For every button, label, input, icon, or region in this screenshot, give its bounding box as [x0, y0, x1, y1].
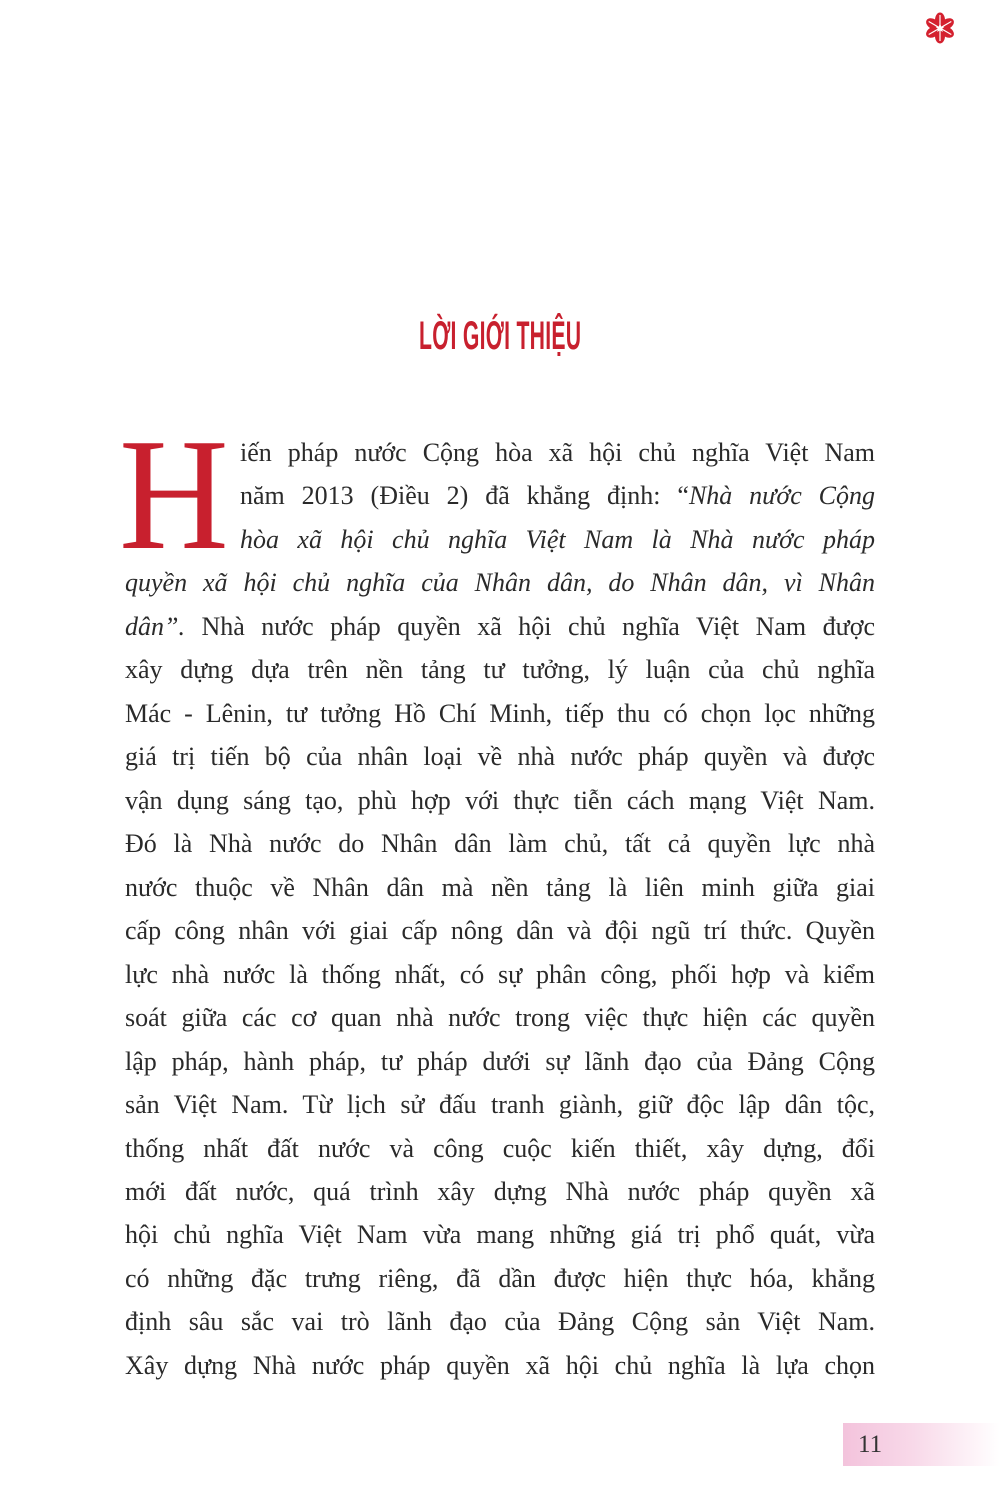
text-segment: sản Việt Nam. Từ lịch sử đấu tranh giành, giữ độc lập dân tộc,: [125, 1090, 875, 1120]
text-segment: mới đất nước, quá trình xây dựng Nhà nước pháp quyền xã: [125, 1176, 875, 1206]
text-line: [125, 1213, 875, 1256]
quote-segment: hòa xã hội chủ nghĩa Việt Nam là Nhà nước pháp: [240, 524, 875, 554]
text-line: [125, 1257, 875, 1300]
text-segment: Đó là Nhà nước do Nhân dân làm chủ, tất cả quyền lực nhà: [125, 829, 875, 859]
text-segment: Nhà nước pháp quyền xã hội chủ nghĩa Việt Nam được: [184, 611, 875, 641]
lotus-emblem-icon: [924, 12, 956, 44]
text-segment: lập pháp, hành pháp, tư pháp dưới sự lãnh đạo của Đảng Cộng: [125, 1046, 875, 1076]
text-line: [240, 518, 875, 561]
text-segment: cấp công nhân với giai cấp nông dân và đội ngũ trí thức. Quyền: [125, 916, 875, 946]
text-segment: thống nhất đất nước và công cuộc kiến thiết, xây dựng, đổi: [125, 1133, 875, 1163]
text-line: [125, 561, 875, 604]
quote-segment: Nhà nước Cộng: [688, 481, 875, 511]
text-line: [125, 953, 875, 996]
text-segment: hội chủ nghĩa Việt Nam vừa mang những giá trị phổ quát, vừa: [125, 1220, 875, 1250]
text-segment: nước thuộc về Nhân dân mà nền tảng là liên minh giữa giai: [125, 872, 875, 902]
title-container: [0, 314, 1000, 362]
text-line: [125, 1170, 875, 1213]
text-segment: iến pháp nước Cộng hòa xã hội chủ nghĩa Việt Nam: [240, 438, 875, 467]
text-line: [125, 779, 875, 822]
text-segment: giá trị tiến bộ của nhân loại về nhà nước pháp quyền và được: [125, 742, 875, 772]
quote-segment: quyền xã hội chủ nghĩa của Nhân dân, do Nhân dân, vì Nhân: [125, 568, 875, 598]
text-line: [125, 1083, 875, 1126]
text-line: [125, 1040, 875, 1083]
text-segment: Mác - Lênin, tư tưởng Hồ Chí Minh, tiếp thu có chọn lọc những: [125, 698, 875, 728]
text-segment: năm 2013 (Điều 2) đã khẳng định: “: [240, 481, 689, 511]
page-number: 11: [858, 1431, 883, 1458]
text-line: [125, 648, 875, 691]
text-line: [125, 692, 875, 735]
text-segment: Xây dựng Nhà nước pháp quyền xã hội chủ nghĩa là lựa chọn: [125, 1350, 875, 1380]
text-line: [240, 431, 875, 474]
text-line: [125, 822, 875, 865]
text-line: [125, 1300, 875, 1343]
text-segment: có những đặc trưng riêng, đã dần được hiện thực hóa, khẳng: [125, 1263, 875, 1293]
text-segment: lực nhà nước là thống nhất, có sự phân công, phối hợp và kiểm: [125, 959, 875, 989]
text-line: [240, 474, 875, 517]
text-line: [125, 866, 875, 909]
text-line: [125, 1344, 875, 1387]
text-line: [125, 996, 875, 1039]
text-segment: xây dựng dựa trên nền tảng tư tưởng, lý luận của chủ nghĩa: [125, 655, 875, 685]
drop-cap: H: [119, 405, 229, 583]
text-line: [125, 909, 875, 952]
body-paragraph: [125, 431, 875, 1387]
page-title: LỜI GIỚI THIỆU: [418, 314, 582, 358]
quote-segment: dân”.: [125, 611, 185, 641]
page-number-tab: [843, 1423, 1000, 1466]
text-segment: định sâu sắc vai trò lãnh đạo của Đảng Cộng sản Việt Nam.: [125, 1307, 875, 1337]
text-segment: soát giữa các cơ quan nhà nước trong việc thực hiện các quyền: [125, 1003, 875, 1033]
text-line: [125, 1127, 875, 1170]
text-segment: vận dụng sáng tạo, phù hợp với thực tiễn cách mạng Việt Nam.: [125, 785, 875, 815]
text-line: [125, 605, 875, 648]
text-line: [125, 735, 875, 778]
